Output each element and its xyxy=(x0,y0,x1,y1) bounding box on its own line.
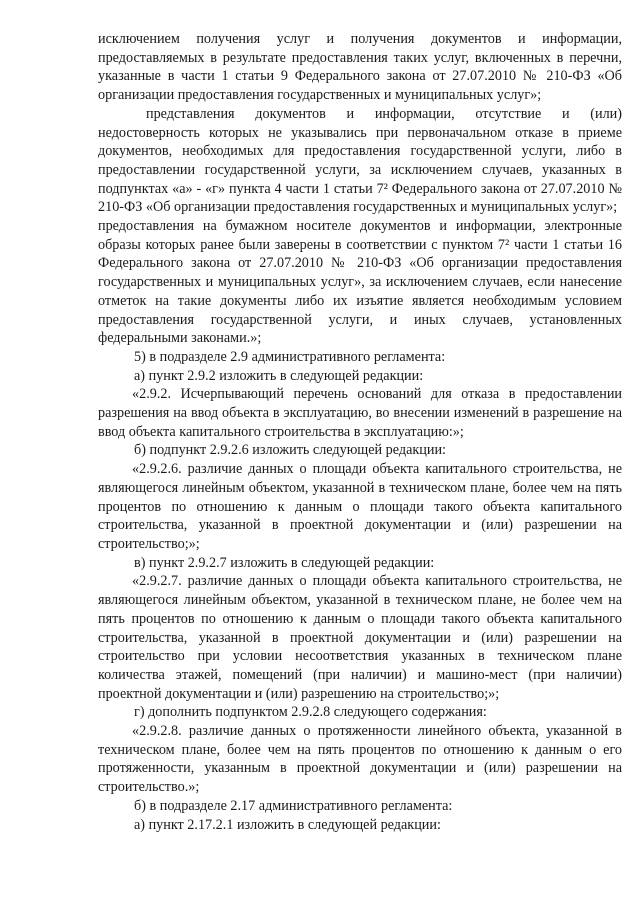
paragraph: в) пункт 2.9.2.7 изложить в следующей редакции: xyxy=(134,554,435,571)
paragraph: «2.9.2. Исчерпывающий перечень оснований для отказа в предоставлении разрешения на ввод объекта в эксплуатацию, во внесении изменений в разрешение на ввод объекта капитального строительства в эксплуатацию:»; xyxy=(98,386,622,440)
paragraph: предоставления на бумажном носителе документов и информации, электронные образы которых ранее были заверены в соответствии с пунктом 7² части 1 статьи 16 Федерального закона от 27.07.2010 № 210-ФЗ «Об организации предоставления государственных и муниципальных услуг», за исключением случаев, если нанесение отметок на такие документы либо их изъятие является необходимым условием предоставления государственной услуги, и иных случаев, установленных федеральными законами.»; xyxy=(98,218,622,347)
paragraph: 5) в подразделе 2.9 административного регламента: xyxy=(134,348,446,365)
paragraph: исключением получения услуг и получения документов и информации, предоставляемых в результате предоставления таких услуг, включенных в перечни, указанные в части 1 статьи 9 Федерального закона от 27.07.2010 № 210-ФЗ «Об организации предоставления государственных и муниципальных услуг»; xyxy=(98,31,622,104)
paragraph: б) в подразделе 2.17 административного регламента: xyxy=(134,797,453,814)
paragraph: а) пункт 2.17.2.1 изложить в следующей редакции: xyxy=(134,816,441,833)
paragraph: «2.9.2.7. различие данных о площади объекта капитального строительства, не являющегося линейным объектом, указанной в техническом плане, не более чем на пять процентов по отношению к данным о площади такого объекта капитального строительства, указанной в проектной документации и (или) разрешении на строительство при условии несоответствия указанных в техническом плане количества этажей, помещений (при наличии) и машино-мест (при наличии) проектной документации и (или) разрешению на строительство;»; xyxy=(98,573,622,702)
paragraph: а) пункт 2.9.2 изложить в следующей редакции: xyxy=(134,367,424,384)
paragraph: г) дополнить подпунктом 2.9.2.8 следующего содержания: xyxy=(134,704,487,721)
paragraph: б) подпункт 2.9.2.6 изложить следующей редакции: xyxy=(134,442,446,459)
paragraph: представления документов и информации, отсутствие и (или) недостоверность которых не указывались при первоначальном отказе в приеме документов, необходимых для предоставления государственной услуги, либо в предоставлении государственной услуги, за исключением случаев, указанных в подпунктах «а» - «г» пункта 4 части 1 статьи 7² Федерального закона от 27.07.2010 № 210-ФЗ «Об организации предоставления государственных и муниципальных услуг»; xyxy=(98,105,622,216)
paragraph: «2.9.2.8. различие данных о протяженности линейного объекта, указанной в техническом плане, более чем на пять процентов по отношению к данным о его протяженности, указанным в проектной документации и (или) разрешении на строительство.»; xyxy=(98,723,622,796)
paragraph: «2.9.2.6. различие данных о площади объекта капитального строительства, не являющегося линейным объектом, указанной в техническом плане, более чем на пять процентов по отношению к данным о площади такого объекта капитального строительства, указанной в проектной документации и (или) разрешении на строительство;»; xyxy=(98,461,622,552)
